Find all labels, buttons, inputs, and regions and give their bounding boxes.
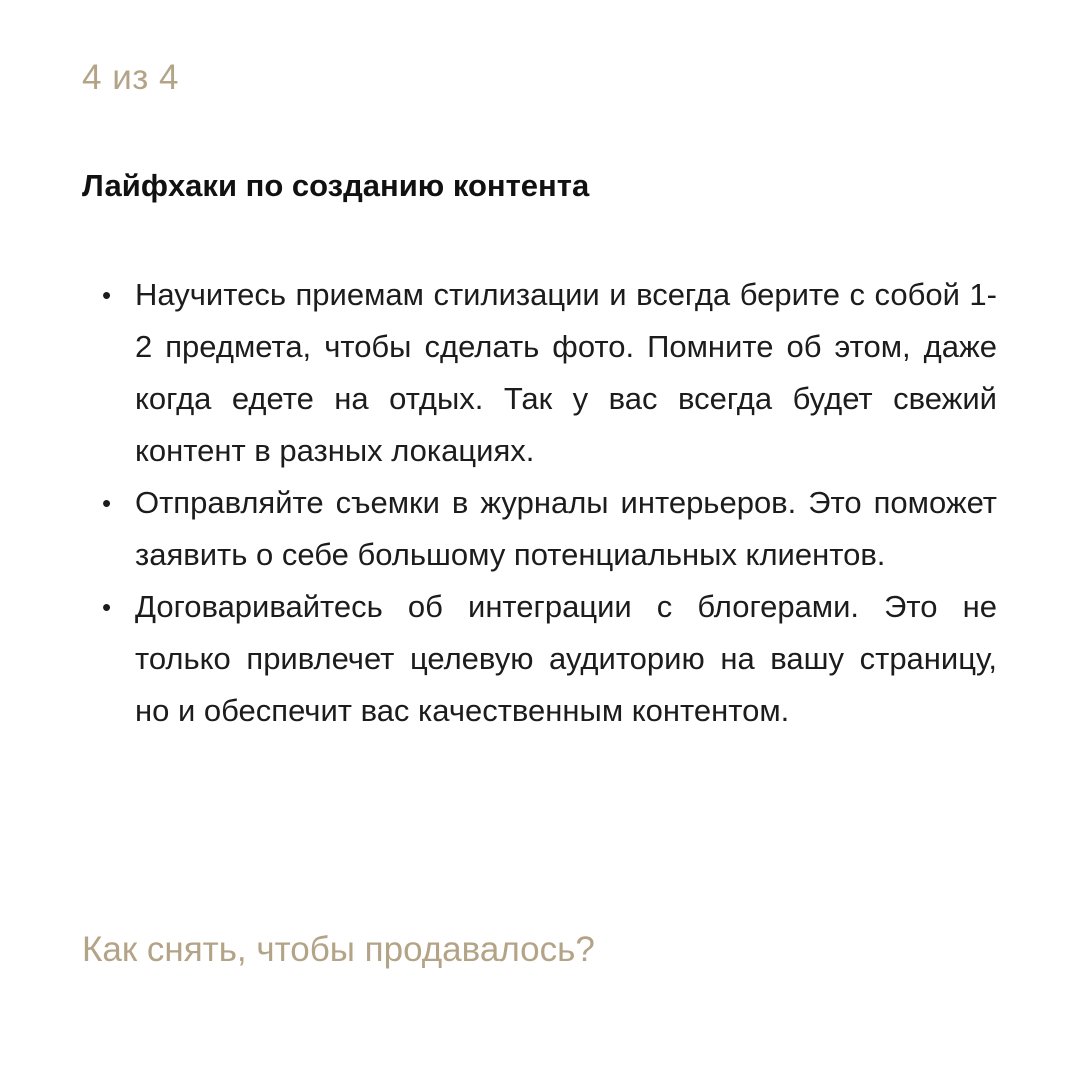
page-counter: 4 из 4 (82, 58, 179, 97)
tip-text: Отправляйте съемки в журналы интерьеров. Это поможет заявить о себе большому потенциальных клиентов. (135, 485, 997, 572)
bullet-icon: • (102, 280, 112, 310)
tip-text: Научитесь приемам стилизации и всегда берите с собой 1-2 предмета, чтобы сделать фото. Помните об этом, даже когда едете на отдых. Так у вас всегда будет свежий контент в разных локациях. (135, 277, 997, 468)
bullet-icon: • (102, 592, 112, 622)
tip-item (100, 581, 997, 737)
tip-item (100, 477, 997, 581)
tips-list (100, 269, 997, 737)
footer-caption: Как снять, чтобы продавалось? (82, 930, 595, 969)
tip-item (100, 269, 997, 477)
bullet-icon: • (102, 488, 112, 518)
tip-text: Договаривайтесь об интеграции с блогерами. Это не только привлечет целевую аудиторию на вашу страницу, но и обеспечит вас качественным контентом. (135, 589, 997, 728)
page-title: Лайфхаки по созданию контента (82, 168, 590, 203)
